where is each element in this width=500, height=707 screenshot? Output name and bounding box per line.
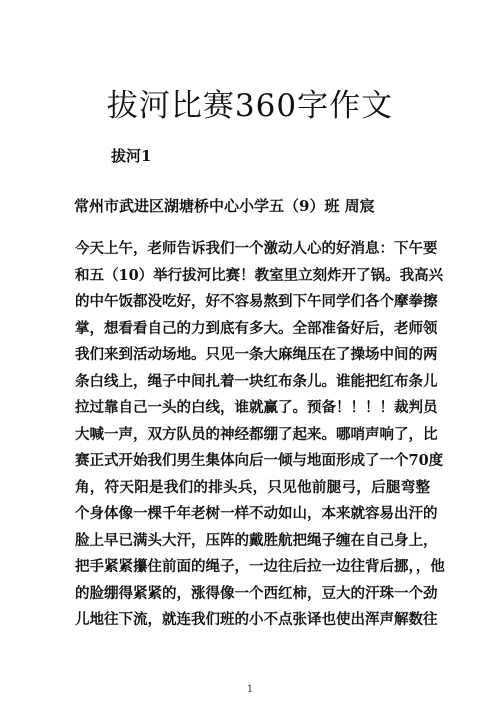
body-line: 今天上午，老师告诉我们一个激动人心的好消息：下午要 [75, 240, 438, 257]
body-line: 赛正式开始我们男生集体向后一倾与地面形成了一个70度 [75, 452, 444, 469]
document-title: 拔河比赛360字作文 [106, 88, 394, 124]
body-line: 条白线上，绳子中间扎着一块红布条儿。谁能把红布条儿 [75, 372, 438, 390]
page-number: 1 [246, 684, 254, 695]
body-line: 角，符天阳是我们的排头兵，只见他前腿弓，后腿弯整 [75, 478, 430, 496]
body-line: 个身体像一棵千年老树一样不动如山，本来就容易出汗的 [75, 505, 438, 522]
body-line: 把手紧紧攥住前面的绳子，一边往后拉一边往背后挪，，他 [75, 558, 445, 575]
body-line: 脸上早已满头大汗，压阵的戴胜航把绳子缠在自己身上， [75, 531, 438, 549]
body-line: 的脸绷得紧紧的，涨得像一个西红柿，豆大的汗珠一个劲 [75, 584, 438, 602]
body-line: 我们来到活动场地。只见一条大麻绳压在了操场中间的两 [75, 346, 438, 363]
body-line: 掌，想看看自己的力到底有多大。全部准备好后，老师领 [75, 319, 438, 337]
body-line: 大喊一声，双方队员的神经都绷了起来。哪哨声响了，比 [75, 425, 438, 443]
document-subtitle: 拔河1 [111, 147, 152, 165]
body-line: 拉过靠自己一头的白线，谁就赢了。预备！！！！裁判员 [75, 399, 438, 416]
body-line: 和五（10）举行拔河比赛！教室里立刻炸开了锅。我高兴 [75, 266, 444, 284]
author-line: 常州市武进区湖塘桥中心小学五（9）班 周宸 [74, 197, 375, 215]
essay-body [75, 236, 445, 634]
body-line: 儿地往下流，就连我们班的小不点张译也使出浑声解数往 [75, 611, 438, 628]
body-line: 的中午饭都没吃好，好不容易熬到下午同学们各个摩拳擦 [75, 293, 438, 310]
